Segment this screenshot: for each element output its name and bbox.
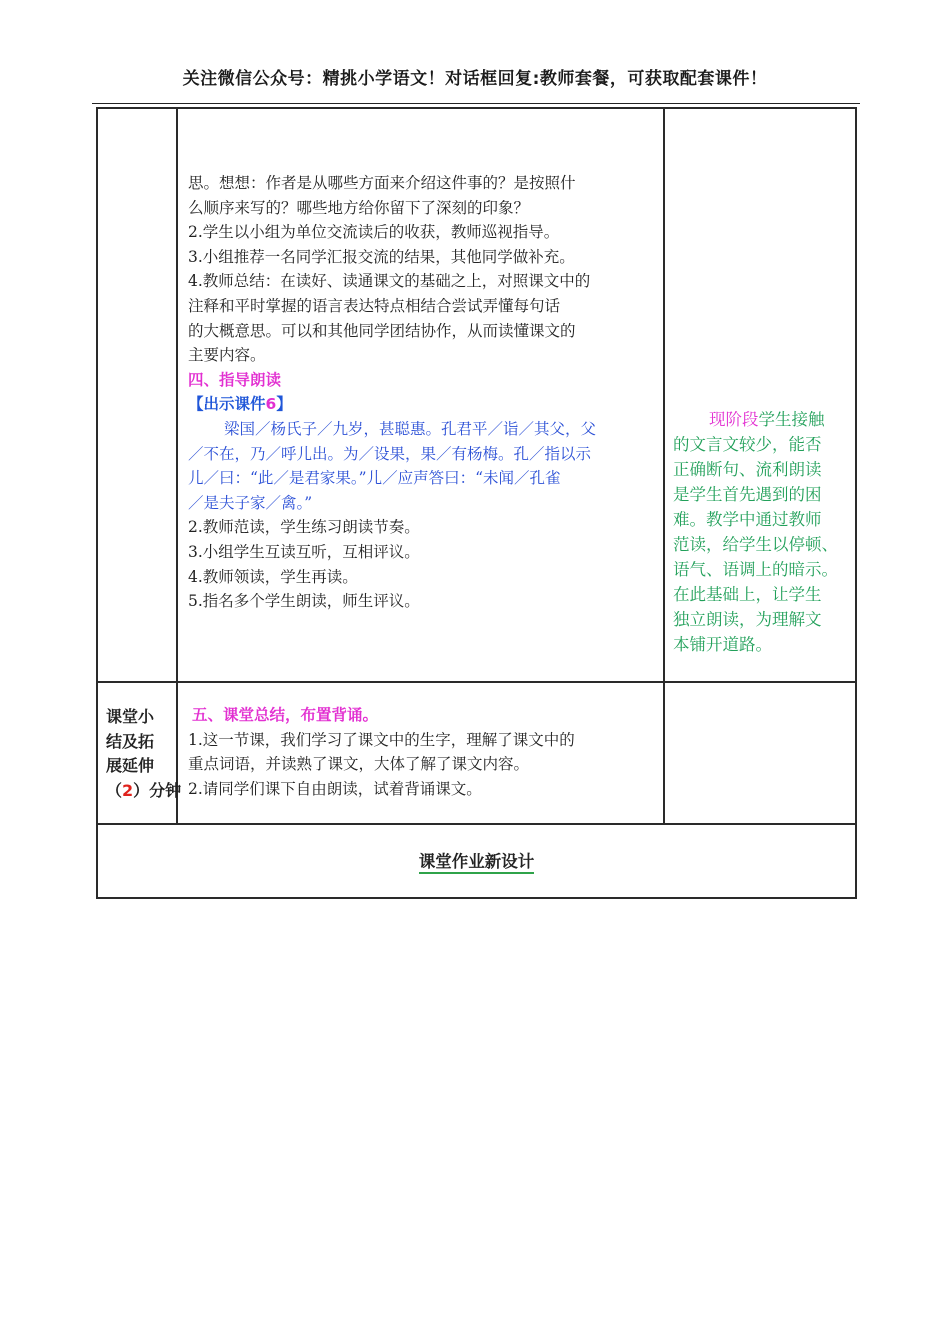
note-line: 范读，给学生以停顿、 <box>673 535 838 554</box>
text-line: 2.请同学们课下自由朗读，试着背诵课文。 <box>188 779 482 798</box>
text-line: 的大概意思。可以和其他同学团结协作，从而读懂课文的 <box>188 321 576 340</box>
note-line: 正确断句、流利朗读 <box>673 460 822 479</box>
note-line: 是学生首先遇到的困 <box>673 485 822 504</box>
note-line: 难。教学中通过教师 <box>673 510 822 529</box>
note-line: 本铺开道路。 <box>673 635 772 654</box>
summary-label <box>98 683 182 803</box>
courseware-close: 】 <box>276 395 292 414</box>
text-line: 思。想想：作者是从哪些方面来介绍这件事的？是按照什 <box>188 174 576 192</box>
courseware-label <box>188 392 663 417</box>
text-line: 3.小组推荐一名同学汇报交流的结果，其他同学做补充。 <box>188 247 575 266</box>
step-line: 3.小组学生互读互听，互相评议。 <box>188 542 420 561</box>
note-line <box>673 407 849 432</box>
lesson-plan-table <box>96 107 857 899</box>
note-line: 的文言文较少，能否 <box>673 435 822 454</box>
quote-line: ／不在，乃／呼儿出。为／设果，果／有杨梅。孔／指以示 <box>188 444 592 463</box>
homework-title: 课堂作业新设计 <box>419 852 535 874</box>
homework-cell <box>97 824 856 898</box>
text-line: 么顺序来写的？哪些地方给你留下了深刻的印象？ <box>188 198 530 217</box>
quote-line: 梁国／杨氏子／九岁，甚聪惠。孔君平／诣／其父，父 <box>224 419 597 438</box>
table-row-homework <box>97 824 856 898</box>
note-highlight: 现阶段 <box>709 410 759 429</box>
quote-line: ／是夫子家／禽。” <box>188 493 313 512</box>
row-label-empty <box>97 108 177 682</box>
note-line: 在此基础上，让学生 <box>673 585 822 604</box>
step-line: 5.指名多个学生朗读，师生评议。 <box>188 592 420 611</box>
label-line: 结及拓 <box>106 731 155 751</box>
text-line: 注释和平时掌握的语言表达特点相结合尝试弄懂每句话 <box>188 296 561 315</box>
text-line: 2.学生以小组为单位交流读后的收获，教师巡视指导。 <box>188 223 560 242</box>
section-title-reading: 四、指导朗读 <box>188 370 282 389</box>
label-line: 课堂小 <box>106 707 155 726</box>
note-line: 独立朗读，为理解文 <box>673 610 822 629</box>
summary-text <box>178 683 663 801</box>
label-time-close: ）分钟 <box>133 780 182 800</box>
summary-note-empty <box>664 682 856 824</box>
note-line: 语气、语调上的暗示。 <box>673 560 838 579</box>
table-row-summary <box>97 682 856 824</box>
label-line: 展延伸 <box>106 756 155 775</box>
teaching-process-text <box>178 109 663 614</box>
table-row-reading <box>97 108 856 682</box>
text-line: 1.这一节课，我们学习了课文中的生字，理解了课文中的 <box>188 730 575 749</box>
row-label-summary <box>97 682 182 824</box>
teaching-process-cell <box>177 108 664 682</box>
section-title-summary: 五、课堂总结，布置背诵。 <box>192 706 379 724</box>
header-notice: 关注微信公众号：精挑小学语文！对话框回复:教师套餐，可获取配套课件！ <box>182 69 768 89</box>
text-line: 4.教师总结：在读好、读通课文的基础之上，对照课文中的 <box>188 272 591 291</box>
label-time-open: （ <box>106 780 123 800</box>
header-divider <box>92 103 860 104</box>
summary-content-cell <box>177 682 664 824</box>
step-line: 2.教师范读，学生练习朗读节奏。 <box>188 518 420 537</box>
label-time-number: 2 <box>122 780 134 800</box>
note-line-start: 学生接触 <box>758 410 825 429</box>
courseware-number: 6 <box>265 395 277 414</box>
text-line: 主要内容。 <box>188 346 266 365</box>
label-time <box>106 779 182 804</box>
quote-line: 儿／曰：“此／是君家果。”儿／应声答曰：“未闻／孔雀 <box>188 469 561 488</box>
design-intent-cell <box>664 108 856 682</box>
step-line: 4.教师领读，学生再读。 <box>188 567 358 586</box>
text-line: 重点词语，并读熟了课文，大体了解了课文内容。 <box>188 755 530 774</box>
courseware-open: 【出示课件 <box>188 395 266 414</box>
design-intent-text <box>665 109 855 657</box>
